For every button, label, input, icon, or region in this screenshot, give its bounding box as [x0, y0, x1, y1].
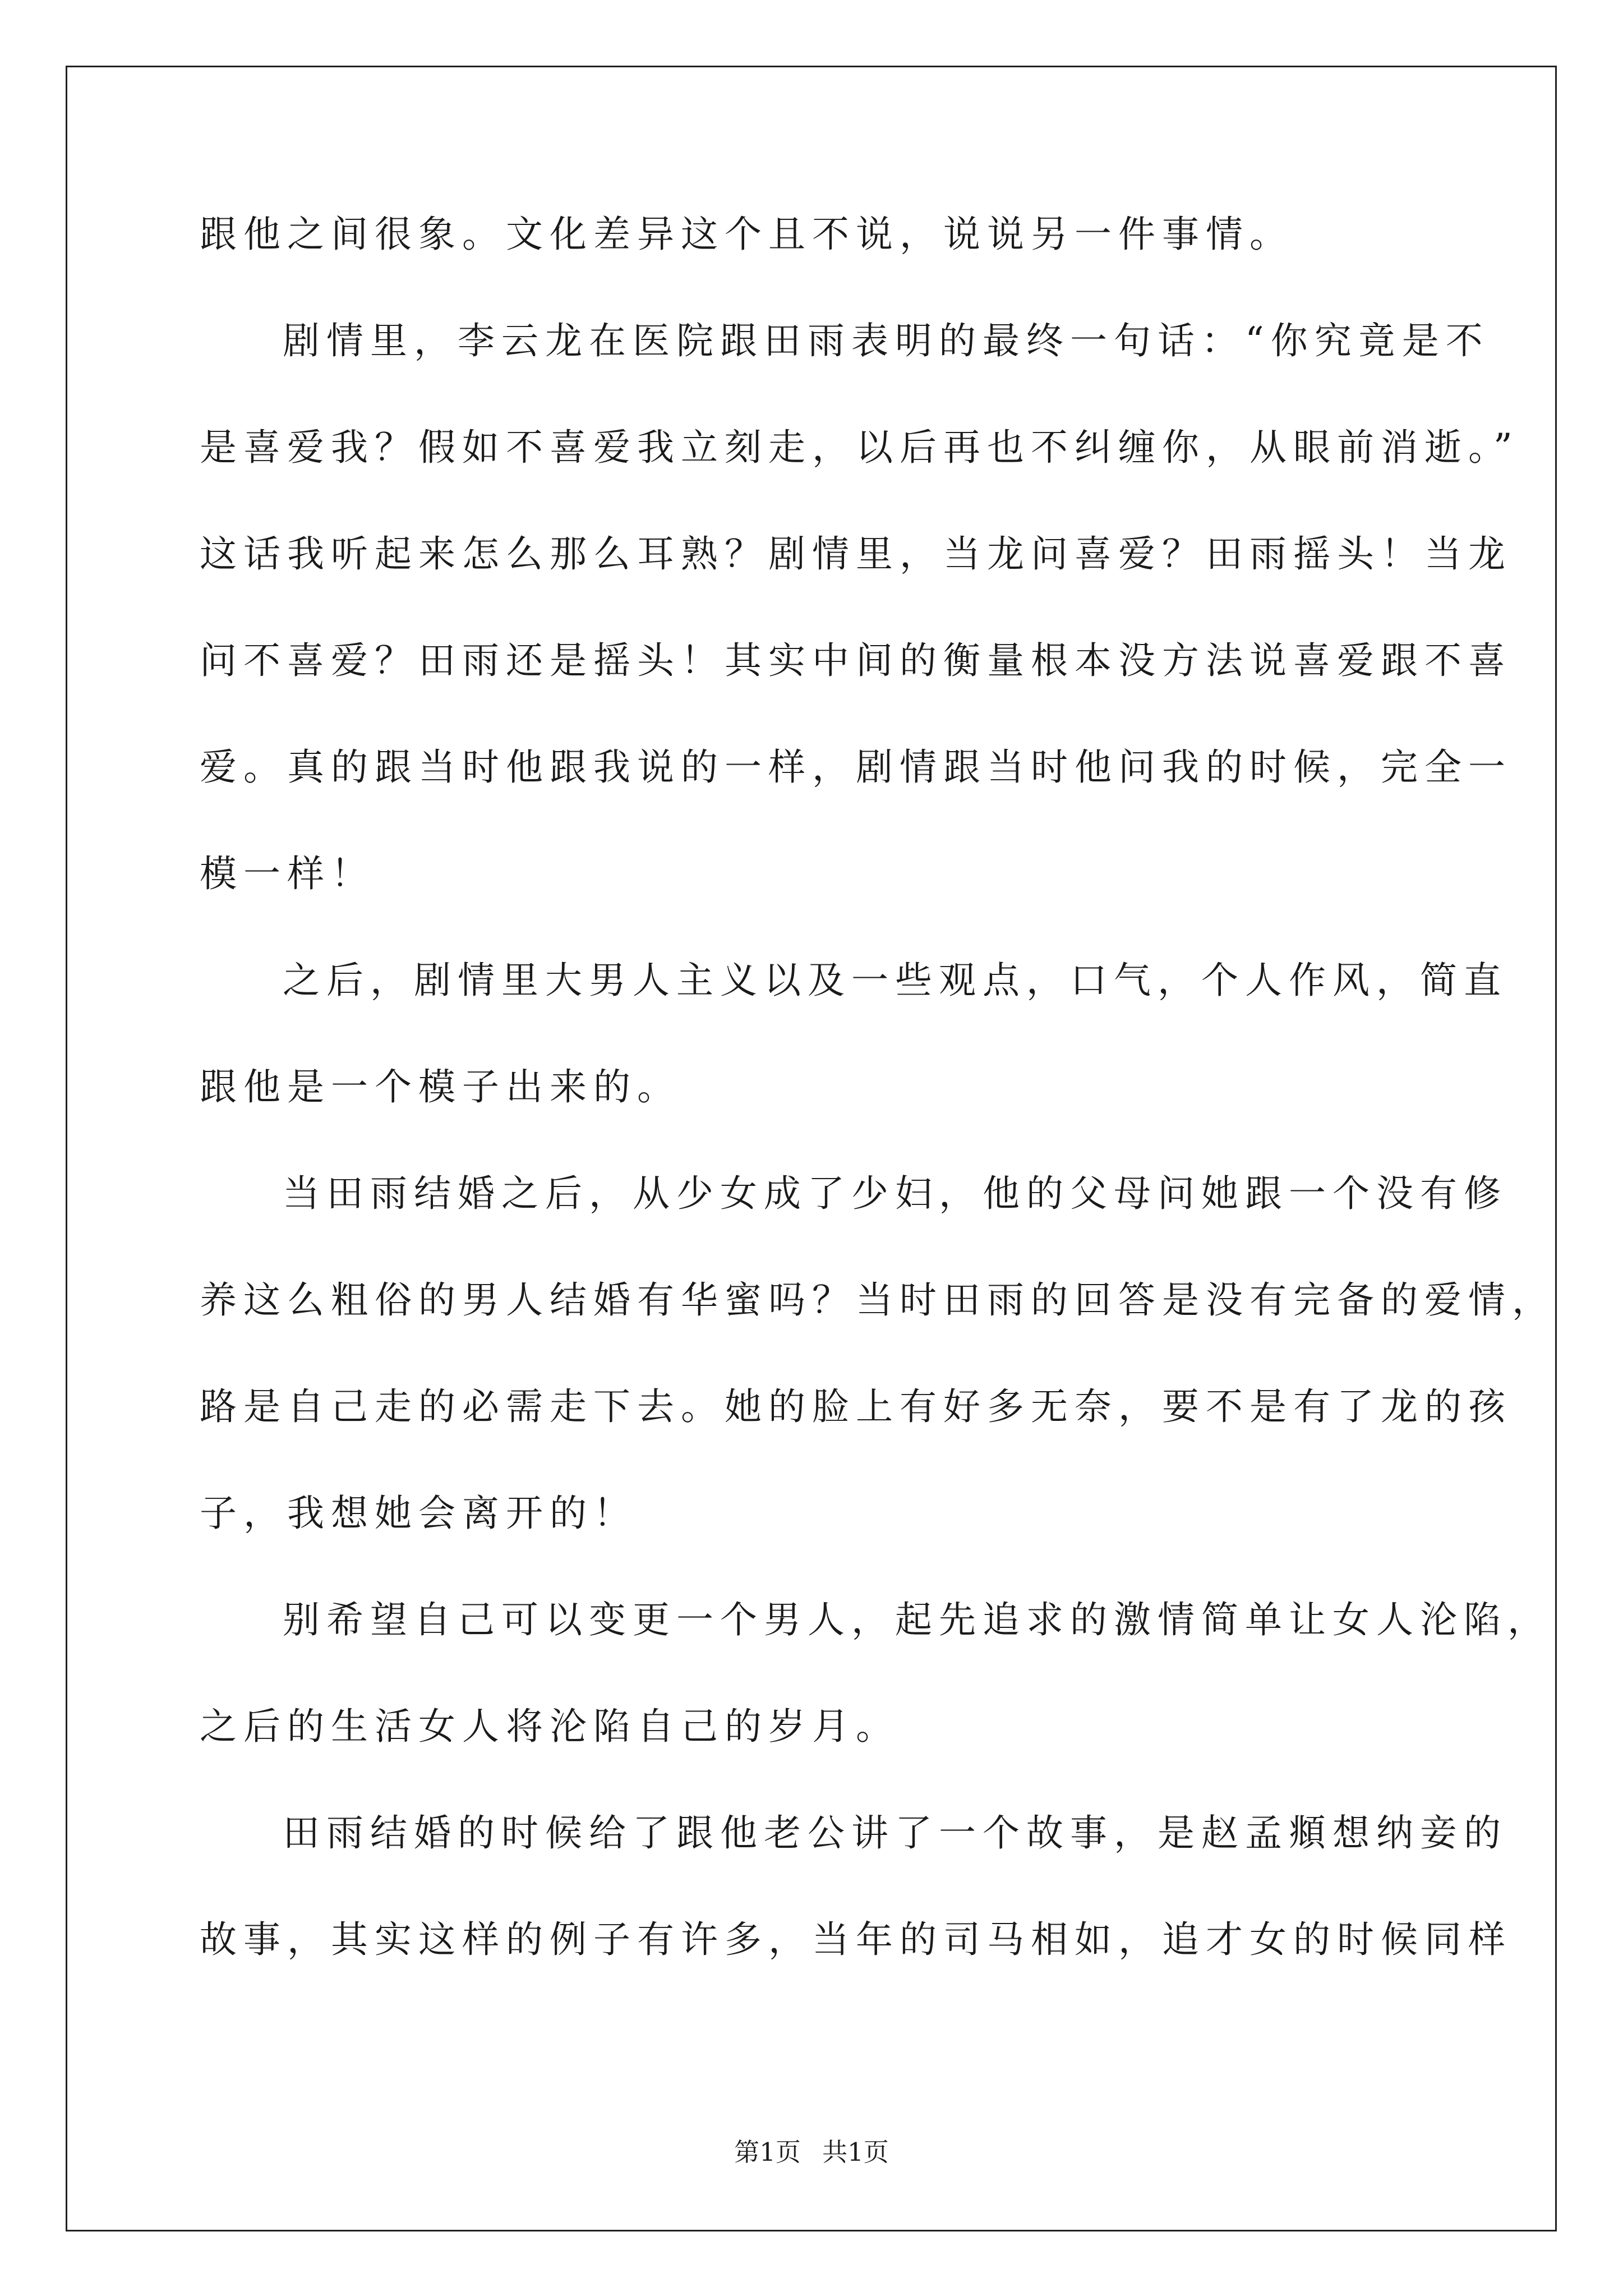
text-line: 模一样！: [200, 852, 375, 895]
text-line: 故事，其实这样的例子有许多，当年的司马相如，追才女的时候同样: [200, 1918, 1512, 1961]
page-total: 共1页: [822, 2137, 889, 2167]
page-footer: [0, 2132, 1623, 2168]
text-line: 田雨结婚的时候给了跟他老公讲了一个故事，是赵孟頫想纳妾的: [283, 1811, 1507, 1855]
text-line: 问不喜爱？田雨还是摇头！其实中间的衡量根本没方法说喜爱跟不喜: [200, 639, 1512, 682]
text-line: 跟他之间很象。文化差异这个且不说，说说另一件事情。: [200, 213, 1293, 256]
text-line: 是喜爱我？假如不喜爱我立刻走，以后再也不纠缠你，从眼前消逝。”: [200, 426, 1519, 469]
text-line: 之后，剧情里大男人主义以及一些观点，口气，个人作风，简直: [283, 959, 1507, 1002]
text-line: 剧情里，李云龙在医院跟田雨表明的最终一句话：“你究竟是不: [283, 319, 1490, 362]
text-line: 路是自己走的必需走下去。她的脸上有好多无奈，要不是有了龙的孩: [200, 1385, 1512, 1428]
text-line: 别希望自己可以变更一个男人，起先追求的激情简单让女人沦陷，: [283, 1598, 1551, 1641]
text-line: 当田雨结婚之后，从少女成了少妇，他的父母问她跟一个没有修: [283, 1172, 1507, 1215]
text-line: 之后的生活女人将沦陷自己的岁月。: [200, 1705, 900, 1748]
page-number: 第1页: [734, 2137, 801, 2167]
text-line: 爱。真的跟当时他跟我说的一样，剧情跟当时他问我的时候，完全一: [200, 746, 1512, 789]
text-line: 养这么粗俗的男人结婚有华蜜吗？当时田雨的回答是没有完备的爱情，: [200, 1278, 1556, 1322]
text-line: 跟他是一个模子出来的。: [200, 1065, 681, 1108]
text-line: 这话我听起来怎么那么耳熟？剧情里，当龙问喜爱？田雨摇头！当龙: [200, 532, 1512, 576]
text-line: 子，我想她会离开的！: [200, 1492, 637, 1535]
